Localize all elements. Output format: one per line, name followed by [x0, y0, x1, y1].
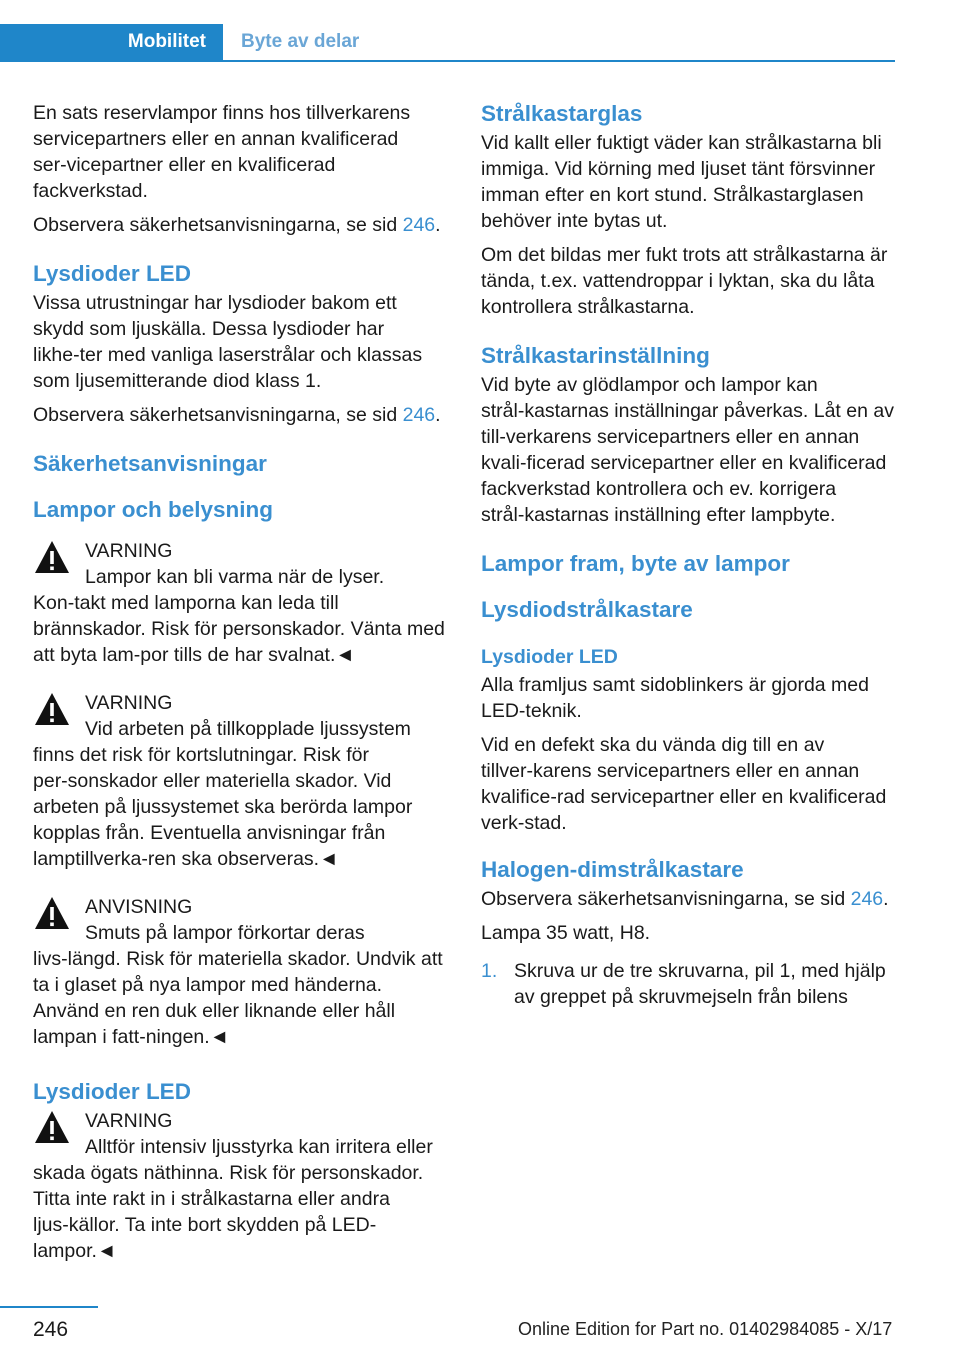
warning-title: VARNING	[85, 540, 173, 562]
tab-byte-av-delar[interactable]: Byte av delar	[241, 31, 360, 52]
paragraph-adjustment: Vid byte av glödlampor och lampor kan strål‑kastarnas inställningar påverkas. Låt en av till‑verkarens servicepartners eller en annan kvali‑ficerad servicepartner eller en kvalificerad fackverkstad kontrollera och ev. korrigera strål‑kastarnas inställning efter lampbyte.	[481, 374, 894, 526]
paragraph-fog: Vid kallt eller fuktigt väder kan strålkastarna bli immiga. Vid körning med ljuset tänt försvinner imman efter en kort stund. Strålkastarglasen behöver inte bytas ut.	[481, 132, 882, 232]
page-link-246[interactable]: 246	[402, 404, 436, 426]
paragraph-led-tech: Alla framljus samt sidoblinkers är gjorda med LED-teknik.	[481, 674, 869, 722]
heading-lysdioder-led-2: Lysdioder LED	[33, 1079, 191, 1104]
header-tabbar	[0, 24, 895, 62]
left-column	[33, 100, 449, 1272]
safety-ref-text: Observera säkerhetsanvisningarna, se sid	[481, 888, 851, 910]
right-column	[481, 100, 899, 1010]
warning-text: Alltför intensiv ljusstyrka kan irritera eller skada ögats näthinna. Risk för personskador. Titta inte rakt in i strålkastarna eller andra ljus‑källor. Ta inte bort skydden på LED-lampor.◄	[33, 1136, 433, 1262]
tab-mobilitet[interactable]: Mobilitet	[0, 24, 223, 60]
footer-divider	[0, 1306, 98, 1308]
page-number: 246	[33, 1318, 69, 1341]
paragraph-safety-ref-1: Observera säkerhetsanvisningarna, se sid 246.	[33, 214, 441, 236]
warning-triangle-icon	[33, 538, 71, 576]
warning-text: Vid arbeten på tillkopplade ljussystem finns det risk för kortslutningar. Risk för per‑sonskador eller materiella skador. Vid arbeten på ljussystemet ska berörda lampor kopplas från. Eventuella anvisningar från lamptillverka‑ren ska observeras.◄	[33, 718, 413, 870]
heading-lysdioder-led: Lysdioder LED	[33, 261, 191, 286]
heading-halogen: Halogen-dimstrålkastare	[481, 857, 744, 882]
paragraph-safety-ref-2: Observera säkerhetsanvisningarna, se sid 246.	[33, 404, 441, 426]
heading-stralkastarinstallning: Strålkastarinställning	[481, 343, 710, 368]
warning-title: VARNING	[85, 1110, 173, 1132]
paragraph-led-info: Vissa utrustningar har lysdioder bakom ett skydd som ljuskälla. Dessa lysdioder har likhe‑ter med vanliga laserstrålar och klassas som ljusemitterande diod klass 1.	[33, 292, 423, 392]
heading-lampor-fram: Lampor fram, byte av lampor	[481, 551, 790, 576]
heading-sakerhetsanvisningar: Säkerhetsanvisningar	[33, 451, 267, 476]
heading-lysdiodstralkastare: Lysdiodstrålkastare	[481, 597, 693, 622]
warning-triangle-icon	[33, 690, 71, 728]
paragraph-spare-lamps: En sats reservlampor finns hos tillverkarens servicepartners eller en annan kvalificerad ser‑vicepartner eller en kvalificerad fackverkstad.	[33, 102, 411, 202]
safety-ref-text: Observera säkerhetsanvisningarna, se sid	[33, 214, 403, 236]
warning-block-3	[33, 1108, 449, 1264]
heading-lampor-och-belysning: Lampor och belysning	[33, 497, 274, 522]
warning-text: Lampor kan bli varma när de lyser. Kon‑takt med lamporna kan leda till brännskador. Risk för personskador. Vänta med att byta lam‑por tills de har svalnat.◄	[33, 566, 445, 666]
safety-ref-text: Observera säkerhetsanvisningarna, se sid	[33, 404, 403, 426]
notice-text: Smuts på lampor förkortar deras livs‑längd. Risk för materiella skador. Undvik att ta i glaset på nya lampor med händerna. Använd en ren duk eller liknande eller håll lampan i fatt‑ningen.◄	[33, 922, 443, 1048]
header-divider	[0, 60, 895, 62]
notice-title: ANVISNING	[85, 896, 193, 918]
paragraph-safety-ref-3: Observera säkerhetsanvisningarna, se sid 246.	[481, 888, 889, 910]
paragraph-lamp-spec: Lampa 35 watt, H8.	[481, 922, 651, 944]
page-link-246[interactable]: 246	[402, 214, 436, 236]
paragraph-moisture: Om det bildas mer fukt trots att strålkastarna är tända, t.ex. vattendroppar i lyktan, ska du låta kontrollera strålkastarna.	[481, 244, 888, 318]
subheading-lysdioder-led: Lysdioder LED	[481, 646, 618, 668]
warning-block-2	[33, 690, 449, 872]
warning-block-1	[33, 538, 449, 668]
warning-triangle-icon	[33, 1108, 71, 1146]
step-number: 1.	[481, 960, 498, 982]
warning-title: VARNING	[85, 692, 173, 714]
notice-triangle-icon	[33, 894, 71, 932]
heading-stralkastarglas: Strålkastarglas	[481, 101, 643, 126]
step-list-item	[481, 958, 899, 1010]
step-text: Skruva ur de tre skruvarna, pil 1, med hjälp av greppet på skruvmejseln från bilens	[514, 960, 886, 1008]
page-link-246[interactable]: 246	[850, 888, 884, 910]
paragraph-defect: Vid en defekt ska du vända dig till en av tillver‑karens servicepartners eller en annan kvalifice‑rad servicepartner eller en kvalificerad verk‑stad.	[481, 734, 887, 834]
notice-block	[33, 894, 449, 1050]
footer-edition: Online Edition for Part no. 01402984085 - X/17	[518, 1319, 893, 1339]
